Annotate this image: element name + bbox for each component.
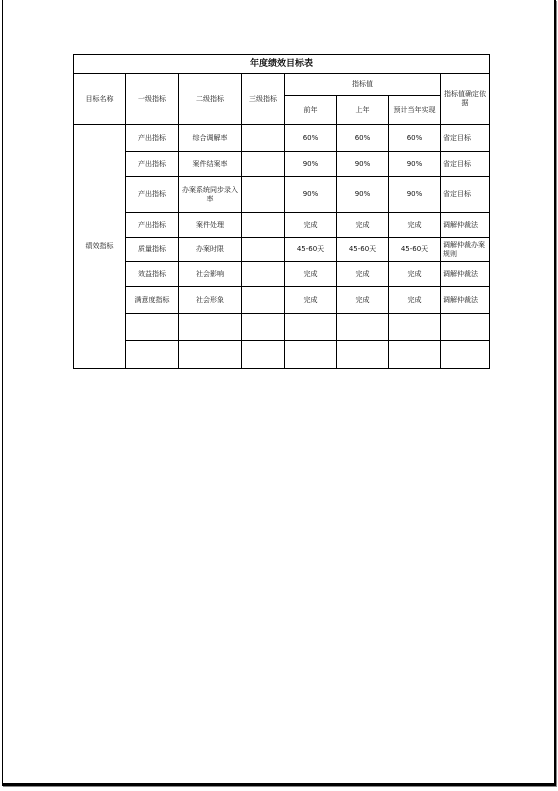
cell-basis: 调解仲裁办案规则 bbox=[441, 238, 490, 262]
header-last-year: 上年 bbox=[337, 96, 389, 125]
cell-level2 bbox=[179, 314, 242, 341]
cell-prev-year: 90% bbox=[285, 152, 337, 177]
cell-level2: 社会影响 bbox=[179, 262, 242, 287]
cell-level1: 质量指标 bbox=[126, 238, 179, 262]
table-row bbox=[74, 287, 490, 314]
header-prev-year: 前年 bbox=[285, 96, 337, 125]
cell-level2: 综合调解率 bbox=[179, 125, 242, 152]
header-expected: 预计当年实现 bbox=[389, 96, 441, 125]
cell-basis bbox=[441, 314, 490, 341]
cell-expected bbox=[389, 314, 441, 341]
cell-level2: 案件结案率 bbox=[179, 152, 242, 177]
cell-last-year: 90% bbox=[337, 152, 389, 177]
cell-level1: 产出指标 bbox=[126, 125, 179, 152]
cell-expected bbox=[389, 341, 441, 369]
cell-basis: 调解仲裁法 bbox=[441, 287, 490, 314]
cell-last-year bbox=[337, 341, 389, 369]
cell-prev-year: 完成 bbox=[285, 287, 337, 314]
cell-level3 bbox=[242, 287, 285, 314]
cell-level3 bbox=[242, 341, 285, 369]
cell-prev-year: 60% bbox=[285, 125, 337, 152]
table-row bbox=[74, 341, 490, 369]
cell-level1 bbox=[126, 341, 179, 369]
cell-expected: 完成 bbox=[389, 287, 441, 314]
table-row bbox=[74, 125, 490, 152]
table-title: 年度绩效目标表 bbox=[74, 55, 490, 74]
cell-last-year: 60% bbox=[337, 125, 389, 152]
table-row bbox=[74, 177, 490, 213]
page bbox=[2, 0, 556, 786]
cell-level2: 办案系统同步录入率 bbox=[179, 177, 242, 213]
header-level1: 一级指标 bbox=[126, 74, 179, 125]
table-row bbox=[74, 238, 490, 262]
cell-basis bbox=[441, 341, 490, 369]
cell-level1: 满意度指标 bbox=[126, 287, 179, 314]
cell-last-year: 45-60天 bbox=[337, 238, 389, 262]
cell-prev-year: 90% bbox=[285, 177, 337, 213]
header-target-name: 目标名称 bbox=[74, 74, 126, 125]
table-row bbox=[74, 152, 490, 177]
cell-level3 bbox=[242, 125, 285, 152]
cell-level3 bbox=[242, 152, 285, 177]
cell-level3 bbox=[242, 238, 285, 262]
cell-level2 bbox=[179, 341, 242, 369]
cell-basis: 调解仲裁法 bbox=[441, 262, 490, 287]
cell-prev-year bbox=[285, 314, 337, 341]
cell-last-year: 完成 bbox=[337, 262, 389, 287]
cell-level3 bbox=[242, 213, 285, 238]
cell-expected: 完成 bbox=[389, 262, 441, 287]
cell-basis: 调解仲裁法 bbox=[441, 213, 490, 238]
cell-level1: 效益指标 bbox=[126, 262, 179, 287]
cell-basis: 省定目标 bbox=[441, 125, 490, 152]
cell-last-year: 完成 bbox=[337, 287, 389, 314]
cell-level2: 办案时限 bbox=[179, 238, 242, 262]
header-level2: 二级指标 bbox=[179, 74, 242, 125]
cell-expected: 90% bbox=[389, 152, 441, 177]
cell-expected: 完成 bbox=[389, 213, 441, 238]
cell-expected: 60% bbox=[389, 125, 441, 152]
performance-goal-table bbox=[73, 54, 490, 369]
table-row bbox=[74, 262, 490, 287]
cell-level2: 社会形象 bbox=[179, 287, 242, 314]
cell-expected: 90% bbox=[389, 177, 441, 213]
cell-last-year: 完成 bbox=[337, 213, 389, 238]
cell-level3 bbox=[242, 314, 285, 341]
cell-level1: 产出指标 bbox=[126, 177, 179, 213]
cell-last-year bbox=[337, 314, 389, 341]
cell-level1 bbox=[126, 314, 179, 341]
performance-table-sheet bbox=[73, 54, 489, 369]
cell-last-year: 90% bbox=[337, 177, 389, 213]
cell-level3 bbox=[242, 262, 285, 287]
table-row bbox=[74, 314, 490, 341]
cell-prev-year: 完成 bbox=[285, 262, 337, 287]
cell-expected: 45-60天 bbox=[389, 238, 441, 262]
cell-prev-year bbox=[285, 341, 337, 369]
group-label: 绩效指标 bbox=[74, 125, 126, 369]
cell-basis: 省定目标 bbox=[441, 152, 490, 177]
cell-level1: 产出指标 bbox=[126, 152, 179, 177]
cell-level3 bbox=[242, 177, 285, 213]
cell-level1: 产出指标 bbox=[126, 213, 179, 238]
cell-level2: 案件处理 bbox=[179, 213, 242, 238]
cell-prev-year: 完成 bbox=[285, 213, 337, 238]
cell-prev-year: 45-60天 bbox=[285, 238, 337, 262]
cell-basis: 省定目标 bbox=[441, 177, 490, 213]
header-basis: 指标值确定依据 bbox=[441, 74, 490, 125]
header-level3: 三级指标 bbox=[242, 74, 285, 125]
table-row bbox=[74, 213, 490, 238]
header-value-group: 指标值 bbox=[285, 74, 441, 96]
